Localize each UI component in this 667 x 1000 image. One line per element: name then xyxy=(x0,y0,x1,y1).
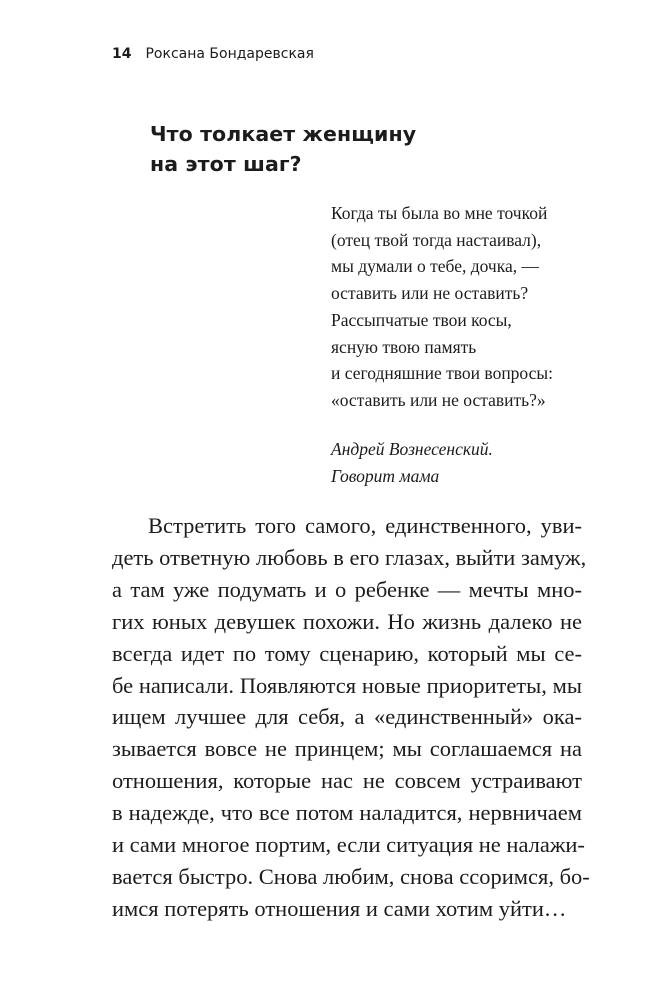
paragraph-line: бе написали. Появляются новые приоритеты, мы xyxy=(112,672,582,698)
epigraph-line: оставить или не оставить? xyxy=(331,283,529,304)
paragraph-line: и сами многое портим, если ситуация не налажи- xyxy=(112,832,585,858)
section-heading-line: на этот шаг? xyxy=(150,152,302,176)
paragraph-line: гих юных девушек похожи. Но жизнь далеко не xyxy=(112,608,582,634)
running-head-author: Роксана Бондаревская xyxy=(145,46,314,62)
section-heading xyxy=(150,119,550,179)
paragraph-line: в надежде, что все потом наладится, нервничаем xyxy=(112,800,582,826)
epigraph-line: Когда ты была во мне точкой xyxy=(331,203,548,223)
paragraph-line: деть ответную любовь в его глазах, выйти замуж, xyxy=(112,544,587,570)
paragraph-line: отношения, которые нас не совсем устраивают xyxy=(112,768,582,794)
epigraph-line: ясную твою память xyxy=(331,336,477,357)
paragraph-line: имся потерять отношения и сами хотим уйти… xyxy=(112,895,567,921)
section-heading-line: Что толкает женщину xyxy=(150,122,417,146)
epigraph-poem xyxy=(331,200,631,414)
epigraph-line: мы думали о тебе, дочка, — xyxy=(331,256,539,277)
attribution-author: Андрей Вознесенский. xyxy=(331,439,493,459)
running-head xyxy=(112,44,314,64)
epigraph-line: Рассыпчатые твои косы, xyxy=(331,309,512,330)
epigraph-line: «оставить или не оставить?» xyxy=(331,389,546,410)
page-number: 14 xyxy=(112,46,132,62)
paragraph-line: Встретить того самого, единственного, уви- xyxy=(148,513,582,538)
epigraph-line: и сегодняшние твои вопросы: xyxy=(331,363,554,384)
paragraph-line: вается быстро. Снова любим, снова ссоримся, бо- xyxy=(112,863,590,889)
epigraph-attribution xyxy=(331,436,631,490)
paragraph-line: а там уже подумать и о ребенке — мечты мно- xyxy=(112,576,582,602)
attribution-title: Говорит мама xyxy=(331,466,440,486)
body-paragraph xyxy=(112,510,590,925)
epigraph-line: (отец твой тогда настаивал), xyxy=(331,229,542,250)
paragraph-line: всегда идет по тому сценарию, который мы се- xyxy=(112,640,582,666)
paragraph-line: зывается вовсе не принцем; мы соглашаемся на xyxy=(112,736,582,762)
paragraph-line: ищем лучшее для себя, а «единственный» ока- xyxy=(112,704,582,730)
